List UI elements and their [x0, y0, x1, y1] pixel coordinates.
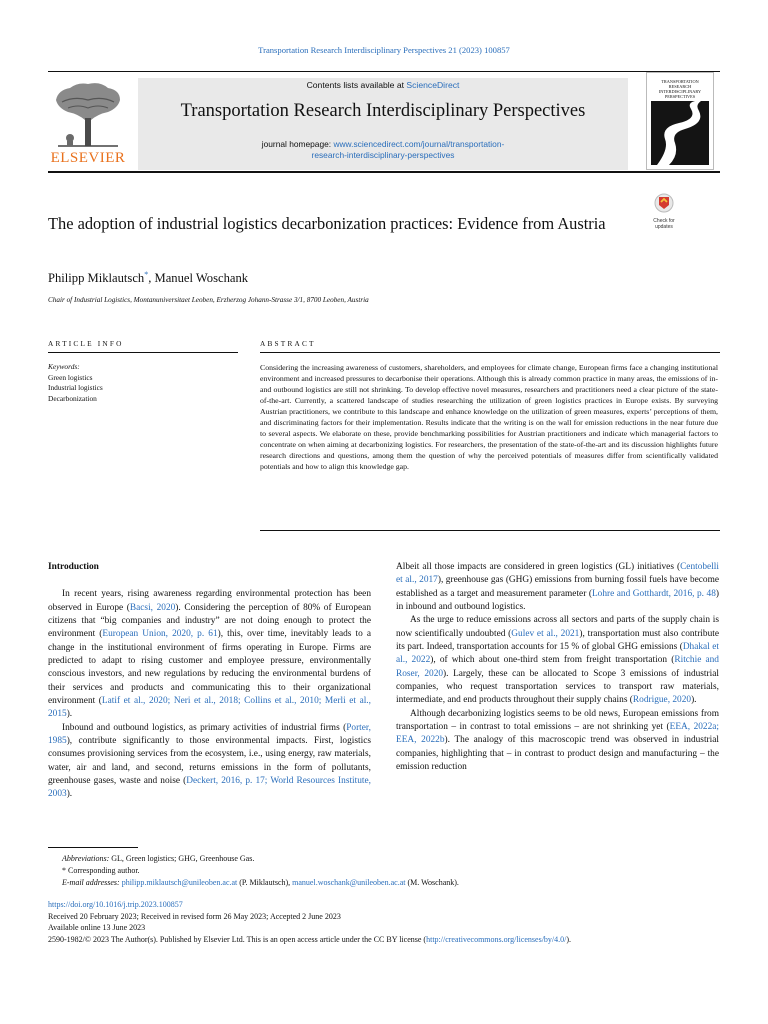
sciencedirect-link[interactable]: ScienceDirect	[406, 80, 460, 90]
citation-link[interactable]: Ritchie and Roser, 2020	[396, 655, 719, 679]
body-paragraph: Albeit all those impacts are considered in green logistics (GL) initiatives (Centobelli et al., 2017), greenhouse gas (GHG) emissions from burning fossil fuels have become established as a target and measurement parameter (Lohre and Gotthardt, 2016, p. 48) in inbound and outbound logistics.	[396, 562, 719, 612]
email-link-miklautsch[interactable]: philipp.miklautsch@unileoben.ac.at	[121, 878, 238, 887]
keyword-item: Green logistics	[48, 372, 93, 382]
body-paragraph: In recent years, rising awareness regarding environmental protection has been observed in Europe (Bacsi, 2020). Considering the perception of 80% of European citizens that “big companies and industry” are not doing enough to protect the environment (European Union, 2020, p. 61), this, over time, inevitably leads to a change in the institutional environment of firms operating in Europe. Firms are predicted to adapt to rising customer and employee pressure, environmentally conscious investors, and new regulations by reducing the environmental burdens of their services and products and communicating this to their organizational environment (Latif et al., 2020; Neri et al., 2018; Collins et al., 2010; Merli et al., 2015).	[48, 589, 371, 720]
cover-title: TRANSPORTATION RESEARCH INTERDISCIPLINARY PERSPECTIVES	[658, 79, 702, 99]
citation-link[interactable]: Deckert, 2016, p. 17; World Resources Institute, 2003	[48, 775, 371, 800]
abstract-text: Considering the increasing awareness of customers, shareholders, and employees for climate change, European firms face a changing institutional environment and increased pressures to decarbonise their operations. Although this is already common practice in many areas, the emissions of in- and outbound logistics are still not shrinking. To develop effective novel measures, researchers and practitioners need a clear picture of the state-of-the-art. Currently, a scattered landscape of studies researching the utilization of green logistics practices in Europe exists. By surveying Austrian practitioners, we contribute to this landscape and enhance knowledge on the utilization of green measures, experts’ perceptions of them, and discriminating factors for their implementation. Results indicate that the writing is on the wall for emission reductions in the near future due to several aspects. We elaborate on these, provide benchmarking possibilities for Austrian practitioners and indicate which managerial factors to concentrate on when aiming at decarbonizing logistics. For researchers, the presentation of the state-of-the-art and its discussion highlights future research directions and questions, among them the question of why the perceived potentials of measures differ from scientifically validated potentials and how to align this knowledge gap.	[260, 363, 718, 472]
body-paragraph: As the urge to reduce emissions across all sectors and parts of the supply chain is now scientifically undoubted (Gulev et al., 2021), transportation must also contribute its part. Indeed, transportation accounts for 15 % of global GHG emissions (Dhakal et al., 2022), of which about one-third stem from freight transportation (Ritchie and Roser, 2020). Largely, these can be allocated to Scope 3 emissions of industrial companies, who request transportation services to transport raw materials, intermediate, and end products throughout their supply chains (Rodrigue, 2020).	[396, 615, 719, 706]
article-meta	[48, 899, 728, 945]
keyword-item: Industrial logistics	[48, 383, 103, 393]
cover-road-icon	[651, 101, 709, 165]
journal-homepage	[138, 139, 628, 161]
journal-cover[interactable]	[646, 72, 714, 170]
check-for-updates-badge[interactable]	[645, 193, 683, 229]
citation-link[interactable]: EEA, 2022a; EEA, 2022b	[396, 721, 720, 746]
check-updates-line1: Check for	[653, 218, 675, 224]
citation-link[interactable]: Latif et al., 2020; Neri et al., 2018; Collins et al., 2010; Merli et al., 2015	[48, 695, 371, 720]
body-left-column	[48, 561, 371, 802]
citation-link[interactable]: Lohre and Gotthardt, 2016, p. 48	[591, 588, 716, 599]
citation-link[interactable]: Centobelli et al., 2017	[396, 562, 719, 586]
citation-link[interactable]: European Union, 2020, p. 61	[102, 629, 218, 640]
keywords-block	[48, 362, 103, 404]
corresponding-marker[interactable]: *	[144, 270, 149, 279]
homepage-link-1[interactable]: www.sciencedirect.com/journal/transportation-	[333, 139, 505, 149]
homepage-link-2[interactable]: research-interdisciplinary-perspectives	[311, 150, 455, 160]
header-bottom-rule	[48, 171, 720, 173]
introduction-heading: Introduction	[48, 562, 99, 572]
abstract-heading: ABSTRACT	[260, 339, 316, 348]
keyword-item: Decarbonization	[48, 393, 97, 403]
contents-prefix: Contents lists available at	[306, 80, 407, 90]
body-paragraph: Although decarbonizing logistics seems to be old news, European emissions from transportation – in contrast to total emissions – are not shrinking yet (EEA, 2022a; EEA, 2022b). The analogy of this macroscopic trend was observed in industrial companies, highlighting that – in contrast to product design and manufacturing – the emission reduction	[396, 708, 720, 772]
license-link[interactable]: http://creativecommons.org/licenses/by/4.0/	[426, 934, 567, 944]
abbreviations-note: Abbreviations: GL, Green logistics; GHG, Greenhouse Gas.	[62, 854, 255, 863]
corresponding-note: * Corresponding author.	[62, 866, 140, 875]
email-note: E-mail addresses: philipp.miklautsch@unileoben.ac.at (P. Miklautsch), manuel.woschank@unileoben.ac.at (M. Woschank).	[62, 878, 459, 887]
elsevier-wordmark: ELSEVIER	[50, 150, 126, 166]
author-miklautsch[interactable]: Philipp Miklautsch	[48, 271, 145, 286]
affiliation: Chair of Industrial Logistics, Montanuniversitaet Leoben, Erzherzog Johann-Strasse 3/1, 8700 Leoben, Austria	[48, 296, 369, 304]
citation-link[interactable]: Porter, 1985	[48, 722, 371, 746]
license-line: 2590-1982/© 2023 The Author(s). Published by Elsevier Ltd. This is an open access article under the CC BY license (http://creativecommons.org/licenses/by/4.0/).	[48, 934, 572, 944]
footnote-rule	[48, 847, 138, 848]
running-header[interactable]: Transportation Research Interdisciplinary Perspectives 21 (2023) 100857	[258, 45, 510, 55]
body-right-column	[396, 561, 719, 774]
body-paragraph: Inbound and outbound logistics, as primary activities of industrial firms (Porter, 1985), contribute significantly to those environmental impacts. First, logistics consumes provisioning services from the ecosystem, i.e., using energy, raw materials, water, air and land, and second, returns emissions in the form of pollutants, greenhouse gases, waste and noise (Deckert, 2016, p. 17; World Resources Institute, 2003).	[48, 722, 371, 800]
abstract-rule	[260, 352, 720, 353]
citation-link[interactable]: Dhakal et al., 2022	[396, 641, 719, 666]
doi-link[interactable]: https://doi.org/10.1016/j.trip.2023.100857	[48, 900, 183, 909]
available-online: Available online 13 June 2023	[48, 923, 146, 932]
article-info-heading: ARTICLE INFO	[48, 339, 124, 348]
abstract-bottom-rule	[260, 530, 720, 531]
journal-title: Transportation Research Interdisciplinary Perspectives	[180, 101, 586, 121]
article-info-rule	[48, 352, 238, 353]
authors	[48, 270, 248, 286]
author-woschank[interactable]: , Manuel Woschank	[148, 271, 249, 286]
check-updates-icon	[654, 193, 674, 213]
homepage-prefix: journal homepage:	[261, 139, 334, 149]
check-updates-line2: updates	[655, 224, 673, 230]
citation-link[interactable]: Rodrigue, 2020	[632, 695, 692, 706]
footnotes	[62, 853, 459, 889]
citation-link[interactable]: Bacsi, 2020	[129, 602, 176, 613]
header-top-rule	[48, 71, 720, 72]
contents-line	[138, 80, 628, 90]
received-dates: Received 20 February 2023; Received in revised form 26 May 2023; Accepted 2 June 2023	[48, 911, 341, 921]
article-title: The adoption of industrial logistics decarbonization practices: Evidence from Austria	[48, 214, 606, 233]
email-link-woschank[interactable]: manuel.woschank@unileoben.ac.at	[292, 878, 406, 887]
keywords-label: Keywords:	[48, 362, 80, 371]
citation-link[interactable]: Gulev et al., 2021	[511, 628, 580, 639]
